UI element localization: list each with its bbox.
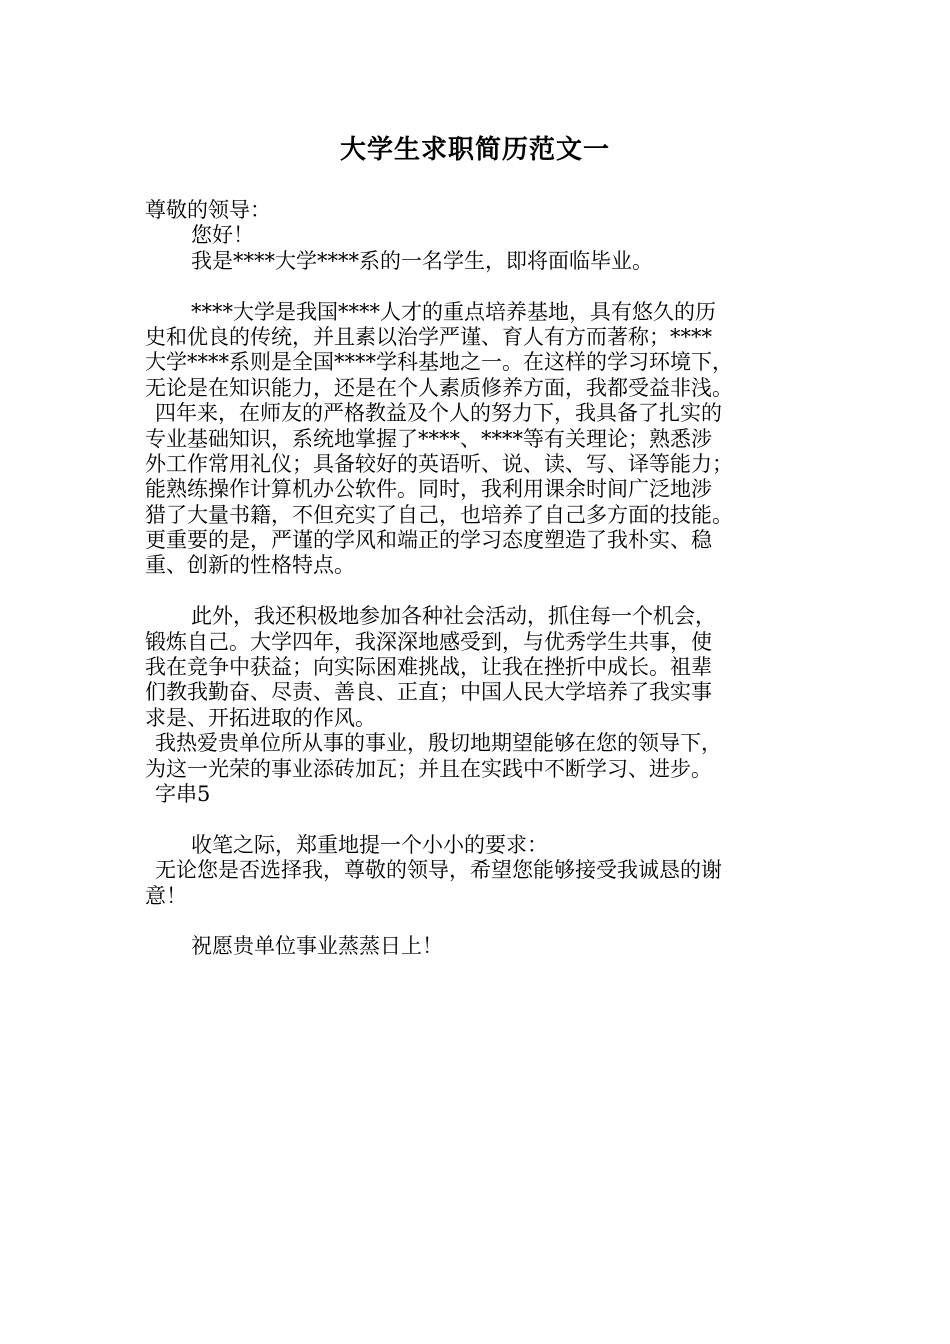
paragraph-line: 专业基础知识，系统地掌握了****、****等有关理论；熟悉涉 — [145, 426, 712, 451]
salutation: 尊敬的领导： — [145, 198, 271, 222]
paragraph-line: 能熟练操作计算机办公软件。同时，我利用课余时间广泛地涉 — [145, 477, 712, 502]
wish-line: 祝愿贵单位事业蒸蒸日上！ — [191, 934, 443, 959]
paragraph-line: 我热爱贵单位所从事的事业，殷切地期望能够在您的领导下， — [155, 731, 722, 756]
paragraph-line: 锻炼自己。大学四年，我深深地感受到，与优秀学生共事，使 — [145, 629, 712, 654]
paragraph-line: 们教我勤奋、尽责、善良、正直；中国人民大学培养了我实事 — [145, 680, 712, 705]
paragraph-line: 重、创新的性格特点。 — [145, 553, 355, 578]
paragraph-line: 此外，我还积极地参加各种社会活动，抓住每一个机会， — [191, 604, 716, 629]
blank-line — [145, 274, 810, 299]
paragraph-line: 大学****系则是全国****学科基地之一。在这样的学习环境下， — [145, 350, 733, 375]
paragraph-line: 外工作常用礼仪；具备较好的英语听、说、读、写、译等能力； — [145, 451, 733, 476]
closing-line: 无论您是否选择我，尊敬的领导，希望您能够接受我诚恳的谢 — [155, 858, 722, 883]
closing-line: 收笔之际，郑重地提一个小小的要求： — [191, 832, 548, 857]
blank-line — [145, 579, 810, 604]
watermark-text: 字串5 — [155, 781, 211, 806]
paragraph-line: 更重要的是，严谨的学风和端正的学习态度塑造了我朴实、稳 — [145, 528, 712, 553]
document-title: 大学生求职简历范文一 — [339, 135, 610, 165]
intro-line: 我是****大学****系的一名学生，即将面临毕业。 — [191, 248, 653, 273]
paragraph-line: 我在竞争中获益；向实际困难挑战，让我在挫折中成长。祖辈 — [145, 655, 712, 680]
letter-body — [145, 198, 810, 960]
blank-line — [145, 807, 810, 832]
paragraph-line: 四年来，在师友的严格教益及个人的努力下，我具备了扎实的 — [155, 401, 722, 426]
paragraph-line: 史和优良的传统，并且素以治学严谨、育人有方而著称；**** — [145, 324, 712, 349]
paragraph-line: ****大学是我国****人才的重点培养基地，具有悠久的历 — [191, 299, 716, 324]
greeting: 您好！ — [191, 223, 254, 248]
blank-line — [145, 909, 810, 934]
paragraph-line: 猎了大量书籍，不但充实了自己，也培养了自己多方面的技能。 — [145, 502, 733, 527]
paragraph-line: 求是、开拓进取的作风。 — [145, 705, 376, 730]
paragraph-line: 无论是在知识能力，还是在个人素质修养方面，我都受益非浅。 — [145, 375, 733, 400]
paragraph-line: 为这一光荣的事业添砖加瓦；并且在实践中不断学习、进步。 — [145, 756, 712, 781]
closing-line: 意！ — [145, 883, 187, 908]
